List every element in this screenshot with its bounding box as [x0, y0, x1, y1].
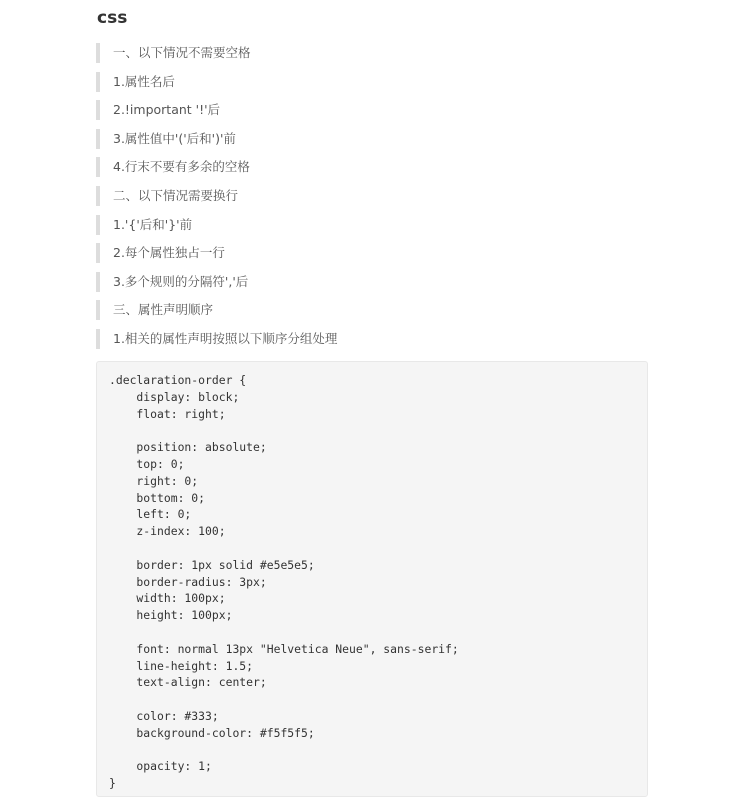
rule-item: 3.属性值中'('后和')'前	[96, 129, 656, 149]
rule-item: 二、以下情况需要换行	[96, 186, 656, 206]
rule-list	[96, 43, 656, 358]
rule-item: 1.相关的属性声明按照以下顺序分组处理	[96, 329, 656, 349]
rule-item: 2.每个属性独占一行	[96, 243, 656, 263]
code-content[interactable]: .declaration-order { display: block; float: right; position: absolute; top: 0; right: 0; bottom: 0; left: 0; z-index: 100; border: 1px solid #e5e5e5; border-radius: 3px; width: 100px; height: 100px; font: normal 13px "Helvetica Neue", sans-serif; line-height: 1.5; text-align: center; color: #333; background-color: #f5f5f5; opacity: 1; }	[109, 373, 459, 791]
rule-item: 1.属性名后	[96, 72, 656, 92]
rule-item: 3.多个规则的分隔符','后	[96, 272, 656, 292]
rule-item: 4.行末不要有多余的空格	[96, 157, 656, 177]
rule-item: 1.'{'后和'}'前	[96, 215, 656, 235]
code-block[interactable]	[96, 361, 648, 797]
rule-item: 2.!important '!'后	[96, 100, 656, 120]
rule-item: 一、以下情况不需要空格	[96, 43, 656, 63]
section-heading: css	[97, 8, 128, 28]
rule-item: 三、属性声明顺序	[96, 300, 656, 320]
